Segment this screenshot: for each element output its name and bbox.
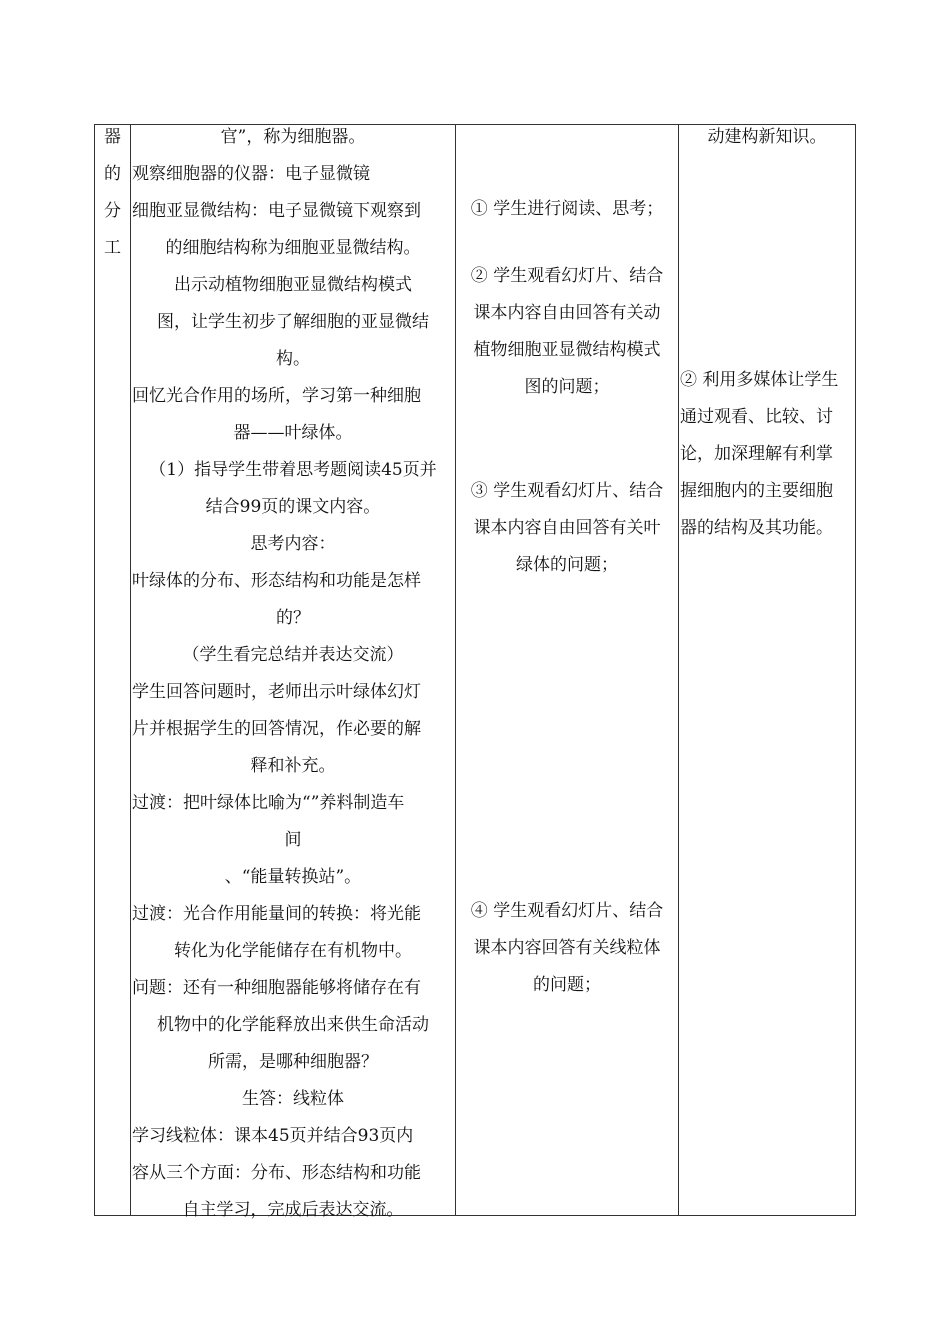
text-line: 通过观看、比较、讨	[680, 407, 833, 427]
text-line: 的问题；	[533, 975, 601, 995]
student-activity-4	[456, 893, 678, 1004]
text-line: 课本内容自由回答有关叶	[473, 518, 661, 538]
lesson-table	[94, 124, 856, 1220]
student-activity-2	[456, 258, 678, 406]
section-label-column	[95, 119, 130, 1215]
section-label-char: 工	[104, 238, 121, 258]
teacher-activity-line: 转化为化学能储存在有机物中。	[174, 941, 412, 961]
teacher-activity-line: 叶绿体的分布、形态结构和功能是怎样	[132, 571, 421, 591]
teacher-activity-line: （学生看完总结并表达交流）	[182, 645, 404, 665]
teacher-activity-line: 片并根据学生的回答情况，作必要的解	[132, 719, 421, 739]
text-line: 器的结构及其功能。	[680, 518, 833, 538]
text-line: ① 学生进行阅读、思考；	[470, 199, 664, 219]
teacher-activity-line: 间	[284, 830, 302, 850]
teacher-activity-line: 官”，称为细胞器。	[220, 127, 366, 147]
teacher-activity-line: 机物中的化学能释放出来供生命活动	[157, 1015, 429, 1035]
teacher-activity-line: 的细胞结构称为细胞亚显微结构。	[165, 238, 421, 258]
student-activity-3	[456, 473, 678, 584]
teacher-activity-line: 生答：线粒体	[242, 1089, 344, 1109]
section-label-char: 器	[104, 127, 121, 147]
teacher-activity-line: 回忆光合作用的场所，学习第一种细胞	[132, 386, 421, 406]
student-activity-1	[456, 191, 678, 228]
text-line: 课本内容自由回答有关动	[473, 303, 661, 323]
teacher-activity-line: 、“能量转换站”。	[224, 867, 362, 887]
teacher-activity-line: 器——叶绿体。	[233, 423, 353, 443]
teacher-activity-line: 的？	[276, 608, 310, 628]
student-activity-column	[456, 125, 678, 1215]
text-line: 植物细胞亚显微结构模式	[473, 340, 661, 360]
text-line: 课本内容回答有关线粒体	[473, 938, 661, 958]
text-line: ② 利用多媒体让学生	[680, 370, 839, 390]
text-line: ③ 学生观看幻灯片、结合	[470, 481, 664, 501]
section-label-char: 的	[104, 164, 121, 184]
teacher-activity-line: 容从三个方面：分布、形态结构和功能	[132, 1163, 421, 1183]
teacher-activity-line: 构。	[276, 349, 310, 369]
text-line: 动建构新知识。	[707, 127, 827, 147]
teacher-activity-line: 过渡：把叶绿体比喻为“”养料制造车	[132, 793, 405, 813]
teacher-activity-line: 结合99页的课文内容。	[205, 497, 381, 517]
teacher-activity-line: 出示动植物细胞亚显微结构模式	[174, 275, 412, 295]
teacher-activity-line: 图，让学生初步了解细胞的亚显微结	[157, 312, 429, 332]
teacher-activity-line: 自主学习，完成后表达交流。	[182, 1200, 404, 1220]
text-line: 握细胞内的主要细胞	[680, 481, 833, 501]
teacher-activity-line: 学生回答问题时，老师出示叶绿体幻灯	[132, 682, 421, 702]
section-label-char: 分	[104, 201, 121, 221]
design-intent-1	[679, 119, 855, 156]
text-line: 论，加深理解有利掌	[680, 444, 833, 464]
teacher-activity-line: 问题：还有一种细胞器能够将储存在有	[132, 978, 421, 998]
teacher-activity-line: 思考内容：	[250, 534, 336, 554]
design-intent-column	[679, 125, 855, 1215]
teacher-activity-line: 细胞亚显微结构：电子显微镜下观察到	[132, 201, 421, 221]
teacher-activity-line: 观察细胞器的仪器：电子显微镜	[132, 164, 370, 184]
teacher-activity-line: 过渡：光合作用能量间的转换：将光能	[132, 904, 421, 924]
text-line: ④ 学生观看幻灯片、结合	[470, 901, 664, 921]
teacher-activity-line: 释和补充。	[250, 756, 336, 776]
text-line: 图的问题；	[524, 377, 610, 397]
text-line: ② 学生观看幻灯片、结合	[470, 266, 664, 286]
teacher-activity-line: 所需，是哪种细胞器？	[208, 1052, 378, 1072]
teacher-activity-line: 学习线粒体：课本45页并结合93页内	[132, 1126, 414, 1146]
design-intent-2	[679, 362, 855, 547]
text-line: 绿体的问题；	[516, 555, 618, 575]
teacher-activity-column	[131, 119, 455, 1220]
teacher-activity-line: （1）指导学生带着思考题阅读45页并	[149, 460, 437, 480]
